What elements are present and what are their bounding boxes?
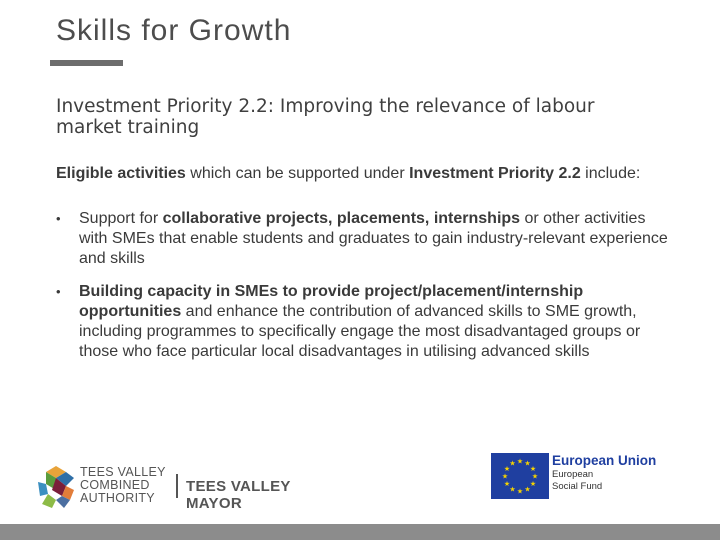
esf-line-1: European bbox=[552, 469, 594, 480]
bullet-icon: • bbox=[56, 211, 61, 226]
title-underline bbox=[50, 60, 123, 66]
bullet-text-post: and enhance the contribution of advanced skills to SME growth, including programmes to specifically engage the most disadvantaged groups or those who face particular local disadvantages in utilising advanced skills bbox=[79, 303, 641, 360]
eu-star-icon: ★ bbox=[531, 473, 539, 481]
intro-text-2: include: bbox=[580, 165, 641, 182]
eu-star-icon: ★ bbox=[509, 486, 516, 494]
eu-star-icon: ★ bbox=[524, 460, 531, 468]
eu-star-icon: ★ bbox=[529, 466, 537, 473]
activity-list bbox=[56, 209, 676, 375]
tees-valley-mayor-label: TEES VALLEY MAYOR bbox=[186, 478, 291, 512]
eu-star-icon: ★ bbox=[529, 481, 537, 488]
eu-logo bbox=[491, 453, 671, 501]
intro-text-1: which can be supported under bbox=[185, 165, 410, 182]
eu-star-icon: ★ bbox=[509, 460, 516, 468]
slide-title: Skills for Growth bbox=[56, 14, 292, 47]
tvca-line-1: TEES VALLEY bbox=[80, 465, 166, 479]
intro-bold-eligible: Eligible activities bbox=[56, 165, 186, 182]
intro-paragraph bbox=[56, 164, 666, 184]
logo-divider bbox=[176, 474, 178, 498]
list-item bbox=[56, 282, 676, 362]
bullet-icon: • bbox=[56, 284, 61, 299]
eu-flag-icon bbox=[491, 453, 549, 499]
esf-line-2: Social Fund bbox=[552, 481, 603, 492]
esf-label bbox=[552, 469, 612, 493]
tvca-line-3: AUTHORITY bbox=[80, 491, 155, 505]
list-item bbox=[56, 209, 676, 269]
intro-bold-priority: Investment Priority 2.2 bbox=[409, 165, 581, 182]
tees-valley-logo bbox=[36, 464, 346, 510]
eu-star-icon: ★ bbox=[503, 481, 511, 488]
eu-name: European Union bbox=[552, 453, 657, 468]
bullet-text-pre: Support for bbox=[79, 210, 163, 227]
eu-star-icon: ★ bbox=[516, 458, 524, 466]
eu-star-icon: ★ bbox=[516, 488, 524, 496]
bullet-text-bold: Building capacity in SMEs to provide project/placement/internship opportunities bbox=[79, 283, 584, 320]
tvca-line-2: COMBINED bbox=[80, 478, 150, 492]
eu-star-icon: ★ bbox=[501, 473, 509, 481]
bullet-text-post: or other activities with SMEs that enable students and graduates to gain industry-relevant experience and skills bbox=[79, 210, 668, 267]
footer-bar bbox=[0, 524, 720, 540]
bullet-text-bold: collaborative projects, placements, internships bbox=[162, 210, 521, 227]
eu-star-icon: ★ bbox=[503, 466, 511, 473]
eu-star-icon: ★ bbox=[524, 486, 531, 494]
slide-subtitle: Investment Priority 2.2: Improving the relevance of labour market training bbox=[56, 96, 595, 138]
tvca-mosaic-icon bbox=[36, 464, 76, 510]
tvca-wordmark bbox=[80, 466, 166, 505]
